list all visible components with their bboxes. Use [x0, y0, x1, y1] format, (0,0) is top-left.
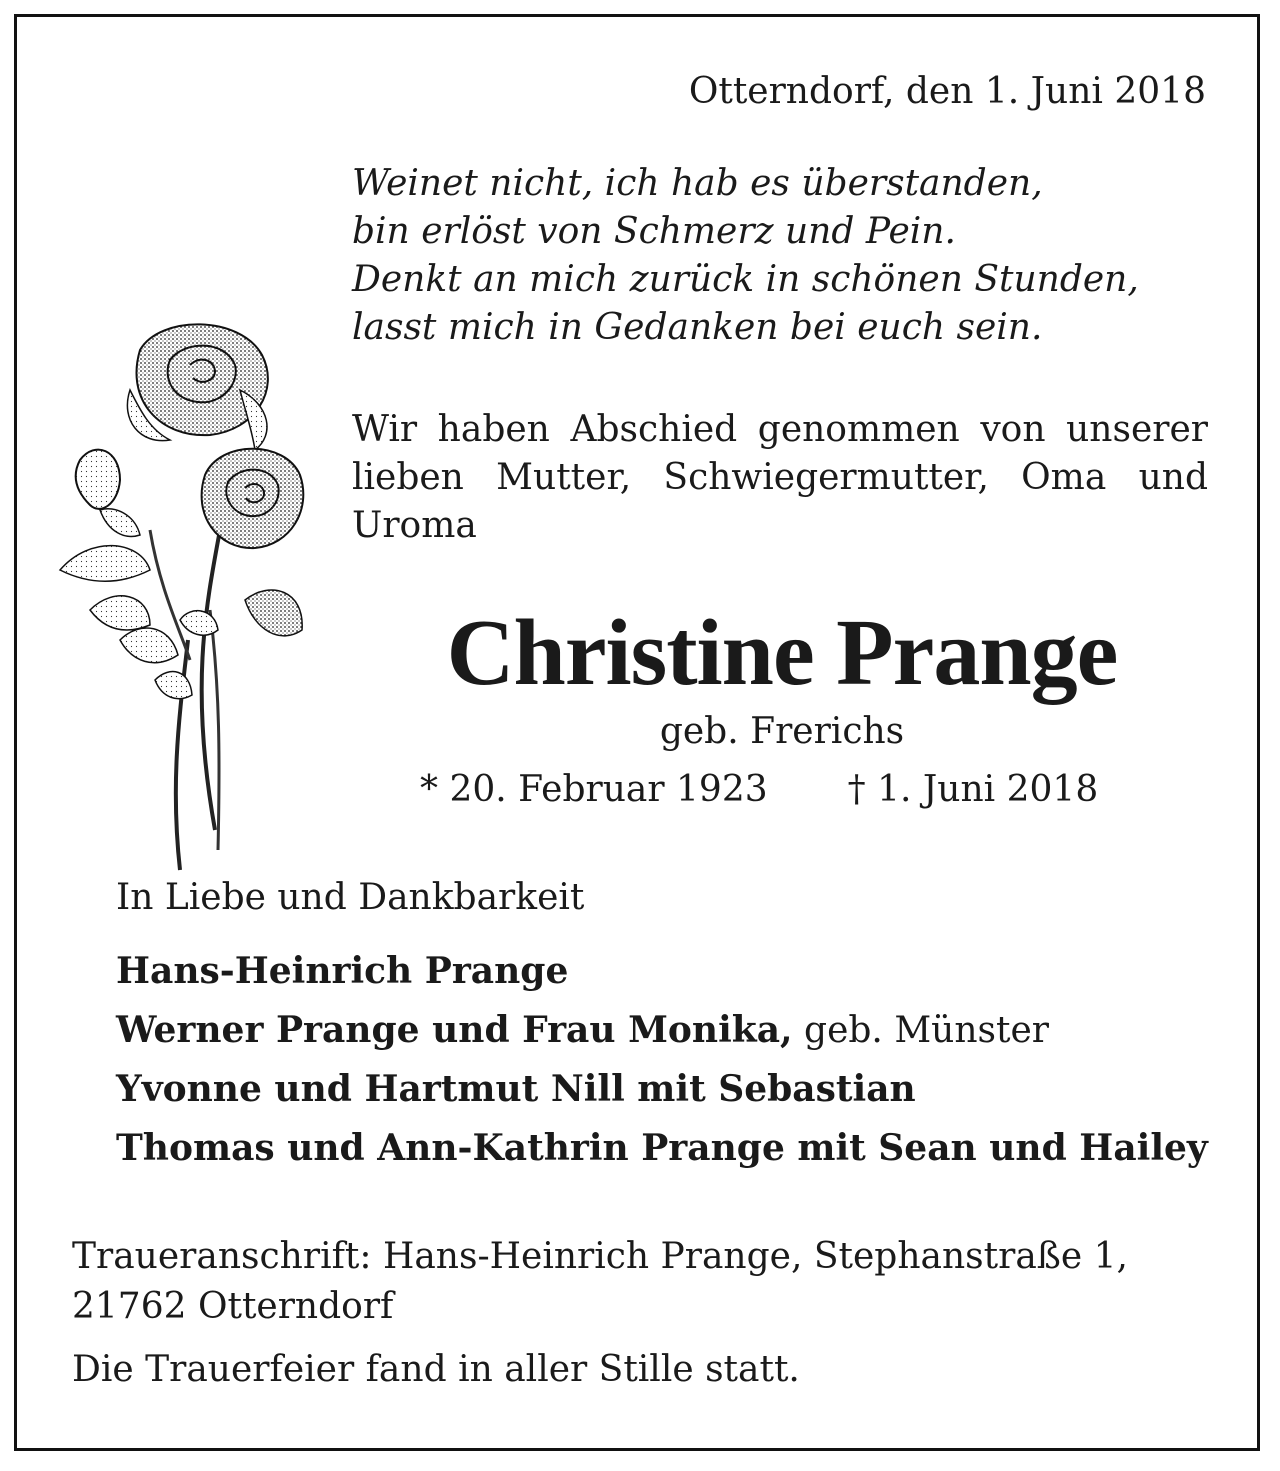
- deceased-name: Christine Prange: [446, 601, 1118, 705]
- place-date: Otterndorf, den 1. Juni 2018: [688, 71, 1206, 112]
- mourner-name: Hans-Heinrich Prange: [116, 950, 569, 992]
- mourner-line: [116, 1001, 1208, 1060]
- poem-line: Weinet nicht, ich hab es überstanden,: [352, 163, 1043, 204]
- mourner-line: [116, 942, 1208, 1001]
- ceremony-note: Die Trauerfeier fand in aller Stille statt.: [72, 1349, 800, 1390]
- poem-line: lasst mich in Gedanken bei euch sein.: [352, 307, 1043, 348]
- mourner-line: [116, 1119, 1208, 1178]
- rose-illustration-icon: [40, 310, 350, 880]
- address-line: Traueranschrift: Hans-Heinrich Prange, Stephanstraße 1,: [72, 1236, 1128, 1277]
- address-line: 21762 Otterndorf: [72, 1286, 394, 1327]
- poem-line: bin erlöst von Schmerz und Pein.: [352, 211, 956, 252]
- poem: [352, 160, 1212, 352]
- mourner-line: [116, 1060, 1208, 1119]
- mourners-intro: In Liebe und Dankbarkeit: [116, 877, 585, 918]
- mourner-name: Yvonne und Hartmut Nill mit Sebastian: [116, 1068, 916, 1110]
- farewell-text: Wir haben Abschied genommen von unserer lieben Mutter, Schwiegermutter, Oma und Uroma: [352, 409, 1208, 546]
- mourning-address: [72, 1232, 1212, 1332]
- maiden-name: geb. Frerichs: [659, 711, 905, 752]
- mourners-list: [116, 942, 1208, 1178]
- mourner-name: Werner Prange und Frau Monika,: [116, 1009, 793, 1051]
- poem-line: Denkt an mich zurück in schönen Stunden,: [352, 259, 1139, 300]
- birth-date: * 20. Februar 1923: [420, 769, 768, 810]
- mourner-maiden-name: geb. Münster: [792, 1010, 1050, 1051]
- life-dates: [420, 766, 1098, 814]
- mourner-name: Thomas und Ann-Kathrin Prange mit Sean und Hailey: [116, 1127, 1208, 1169]
- death-date: † 1. Juni 2018: [847, 769, 1099, 810]
